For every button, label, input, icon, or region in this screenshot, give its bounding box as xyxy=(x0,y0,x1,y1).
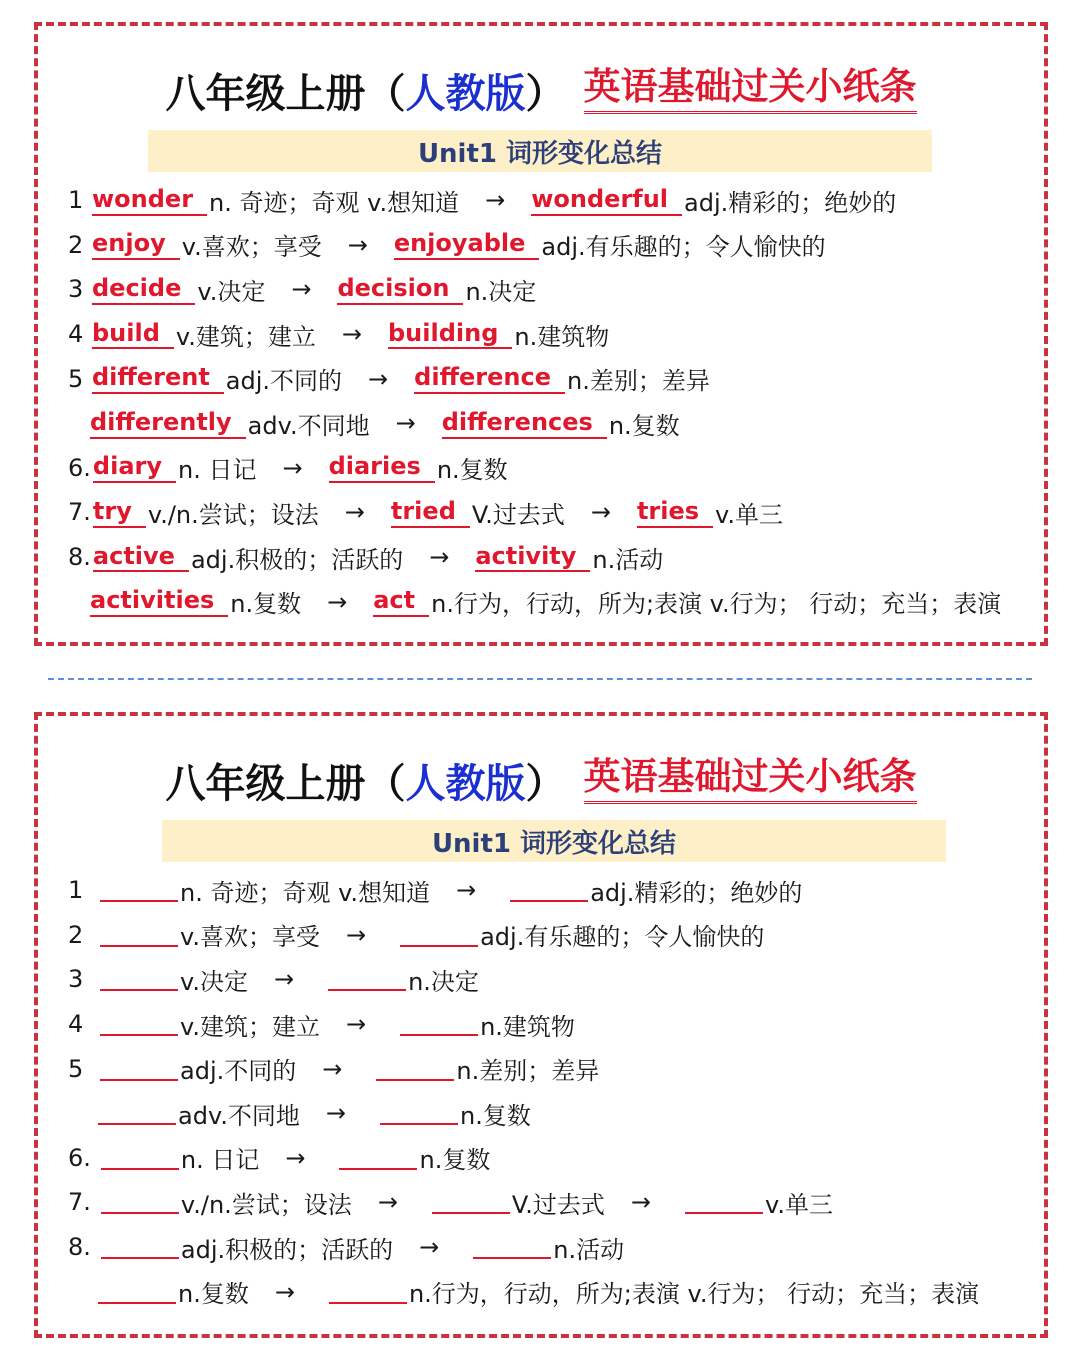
definition: adj.积极的；活跃的 xyxy=(190,545,404,574)
row-number: 3 xyxy=(68,965,84,994)
answer-blank[interactable] xyxy=(339,1146,417,1170)
arrow-icon: → xyxy=(630,1188,651,1217)
definition: n.复数 xyxy=(178,1280,249,1309)
answer-row xyxy=(68,579,1034,624)
answer-blank[interactable] xyxy=(380,1101,458,1125)
exercise-row xyxy=(68,1091,1034,1136)
definition: n.复数 xyxy=(608,411,680,440)
definition: adj.有乐趣的；令人愉快的 xyxy=(541,233,826,262)
answer-blank[interactable] xyxy=(100,878,178,902)
arrow-icon: → xyxy=(327,587,348,616)
word: different xyxy=(92,363,224,394)
derived-word: decision xyxy=(337,274,463,305)
definition: v.喜欢；享受 xyxy=(181,233,322,262)
word: active xyxy=(93,542,189,573)
answer-blank[interactable] xyxy=(400,1012,478,1036)
answer-blank[interactable] xyxy=(100,967,178,991)
row-number: 7. xyxy=(68,1188,91,1217)
exercise-row xyxy=(68,1180,1034,1225)
arrow-icon: → xyxy=(345,920,367,949)
definition: n.复数 xyxy=(460,1101,531,1130)
definition: v.决定 xyxy=(197,277,266,306)
title-edition: 人教版 xyxy=(405,760,526,807)
arrow-icon: → xyxy=(341,320,362,349)
exercise-row xyxy=(68,1269,1034,1314)
definition: n.行为，行动，所为;表演 v.行为； 行动；充当；表演 xyxy=(431,590,1002,619)
definition: v.单三 xyxy=(715,500,784,529)
title-edition: 人教版 xyxy=(405,70,526,117)
definition: n.差别；差异 xyxy=(566,367,710,396)
answer-blank[interactable] xyxy=(328,967,406,991)
definition: adj.精彩的；绝妙的 xyxy=(590,878,803,907)
answer-blank[interactable] xyxy=(473,1235,551,1259)
definition: v.喜欢；享受 xyxy=(180,923,320,952)
definition: v./n.尝试；设法 xyxy=(147,500,319,529)
word: try xyxy=(93,497,146,528)
derived-word: difference xyxy=(414,363,565,394)
row-number: 5 xyxy=(68,1054,84,1083)
answer-blank[interactable] xyxy=(510,878,588,902)
derived-word: act xyxy=(373,586,429,617)
derived-word: wonderful xyxy=(531,185,682,216)
arrow-icon: → xyxy=(285,1143,306,1172)
row-number: 5 xyxy=(68,364,84,393)
title-grade: 八年级上册（ xyxy=(165,70,406,117)
arrow-icon: → xyxy=(345,1010,367,1039)
title-grade: 八年级上册（ xyxy=(165,760,406,807)
answer-blank[interactable] xyxy=(98,1101,176,1125)
arrow-icon: → xyxy=(274,1277,295,1306)
card-title xyxy=(38,60,1044,120)
title-subject: 英语基础过关小纸条 xyxy=(584,756,917,804)
definition: v.决定 xyxy=(180,967,248,996)
word: diary xyxy=(93,452,176,483)
row-number: 1 xyxy=(68,186,84,215)
arrow-icon: → xyxy=(347,230,368,259)
answer-row xyxy=(68,223,1034,268)
answer-row xyxy=(68,446,1034,491)
definition: v./n.尝试；设法 xyxy=(180,1190,352,1219)
word: activities xyxy=(90,586,228,617)
definition: adv.不同地 xyxy=(247,411,370,440)
answer-blank[interactable] xyxy=(100,1012,178,1036)
definition: n.复数 xyxy=(436,456,508,485)
answer-card xyxy=(34,22,1048,646)
title-subject: 英语基础过关小纸条 xyxy=(584,66,917,114)
arrow-icon: → xyxy=(377,1188,398,1217)
answer-row xyxy=(68,312,1034,357)
row-number: 2 xyxy=(68,920,84,949)
answer-blank[interactable] xyxy=(376,1057,454,1081)
title-paren: ） xyxy=(525,70,566,117)
answer-blank[interactable] xyxy=(101,1190,179,1214)
answer-row xyxy=(68,267,1034,312)
derived-word: diaries xyxy=(329,452,435,483)
derived-word: differences xyxy=(442,408,607,439)
definition: n. 日记 xyxy=(180,1146,260,1175)
derived-word: tries xyxy=(637,497,713,528)
definition: n.活动 xyxy=(553,1235,625,1264)
definition: v.单三 xyxy=(764,1190,833,1219)
arrow-icon: → xyxy=(456,876,477,905)
answer-blank[interactable] xyxy=(329,1280,407,1304)
exercise-row xyxy=(68,1002,1034,1047)
arrow-icon: → xyxy=(485,186,506,215)
answer-list xyxy=(68,178,1034,624)
answer-row xyxy=(68,535,1034,580)
arrow-icon: → xyxy=(282,453,303,482)
unit-heading: Unit1 词形变化总结 xyxy=(162,820,946,862)
definition: V.过去式 xyxy=(471,500,565,529)
row-number: 7. xyxy=(68,498,91,527)
definition: n. 奇迹；奇观 v.想知道 xyxy=(209,188,460,217)
row-number: 4 xyxy=(68,1010,84,1039)
arrow-icon: → xyxy=(368,364,389,393)
exercise-list xyxy=(68,868,1034,1314)
definition: n.决定 xyxy=(408,967,479,996)
arrow-icon: → xyxy=(344,498,365,527)
answer-row xyxy=(68,490,1034,535)
definition: n.活动 xyxy=(592,545,664,574)
arrow-icon: → xyxy=(419,1233,440,1262)
arrow-icon: → xyxy=(429,543,450,572)
definition: adj.有乐趣的；令人愉快的 xyxy=(480,923,765,952)
word: enjoy xyxy=(92,229,180,260)
derived-word: enjoyable xyxy=(394,229,540,260)
definition: n.复数 xyxy=(419,1146,491,1175)
word: build xyxy=(92,319,174,350)
arrow-icon: → xyxy=(395,409,416,438)
answer-blank[interactable] xyxy=(98,1280,176,1304)
arrow-icon: → xyxy=(325,1099,347,1128)
definition: adj.不同的 xyxy=(180,1057,297,1086)
unit-heading: Unit1 词形变化总结 xyxy=(148,130,932,172)
row-number: 6. xyxy=(68,453,91,482)
definition: v.建筑；建立 xyxy=(175,322,316,351)
exercise-row xyxy=(68,913,1034,958)
definition: n.行为，行动，所为;表演 v.行为； 行动；充当；表演 xyxy=(408,1280,980,1309)
derived-word: activity xyxy=(475,542,590,573)
title-paren: ） xyxy=(525,760,566,807)
exercise-row xyxy=(68,1136,1034,1181)
derived-word: building xyxy=(388,319,512,350)
definition: adj.积极的；活跃的 xyxy=(180,1235,394,1264)
exercise-row xyxy=(68,1225,1034,1270)
arrow-icon: → xyxy=(273,965,295,994)
definition: V.过去式 xyxy=(511,1190,605,1219)
definition: adv.不同地 xyxy=(178,1101,300,1130)
definition: n.复数 xyxy=(230,590,302,619)
definition: n. 奇迹；奇观 v.想知道 xyxy=(180,878,431,907)
row-number: 8. xyxy=(68,543,91,572)
answer-row xyxy=(68,356,1034,401)
exercise-row xyxy=(68,868,1034,913)
exercise-row xyxy=(68,1046,1034,1091)
arrow-icon: → xyxy=(590,498,611,527)
definition: n.建筑物 xyxy=(480,1012,575,1041)
row-number: 6. xyxy=(68,1143,91,1172)
card-title xyxy=(38,750,1044,810)
arrow-icon: → xyxy=(322,1054,343,1083)
row-number: 8. xyxy=(68,1233,91,1262)
definition: v.建筑；建立 xyxy=(180,1012,320,1041)
section-divider xyxy=(48,678,1032,680)
arrow-icon: → xyxy=(291,275,312,304)
answer-blank[interactable] xyxy=(101,1146,179,1170)
definition: adj.精彩的；绝妙的 xyxy=(684,188,897,217)
row-number: 2 xyxy=(68,230,84,259)
word: differently xyxy=(90,408,246,439)
definition: adj.不同的 xyxy=(225,367,343,396)
definition: n.决定 xyxy=(465,277,537,306)
word: wonder xyxy=(92,185,207,216)
answer-blank[interactable] xyxy=(101,1235,179,1259)
answer-row xyxy=(68,401,1034,446)
row-number: 4 xyxy=(68,320,84,349)
answer-blank[interactable] xyxy=(685,1190,763,1214)
row-number: 1 xyxy=(68,876,84,905)
definition: n.差别；差异 xyxy=(456,1057,600,1086)
definition: n. 日记 xyxy=(178,456,257,485)
word: decide xyxy=(92,274,195,305)
definition: n.建筑物 xyxy=(514,322,610,351)
answer-row xyxy=(68,178,1034,223)
exercise-card xyxy=(34,712,1048,1338)
answer-blank[interactable] xyxy=(400,923,478,947)
answer-blank[interactable] xyxy=(432,1190,510,1214)
exercise-row xyxy=(68,957,1034,1002)
row-number: 3 xyxy=(68,275,84,304)
answer-blank[interactable] xyxy=(100,1057,178,1081)
derived-word: tried xyxy=(391,497,470,528)
answer-blank[interactable] xyxy=(100,923,178,947)
